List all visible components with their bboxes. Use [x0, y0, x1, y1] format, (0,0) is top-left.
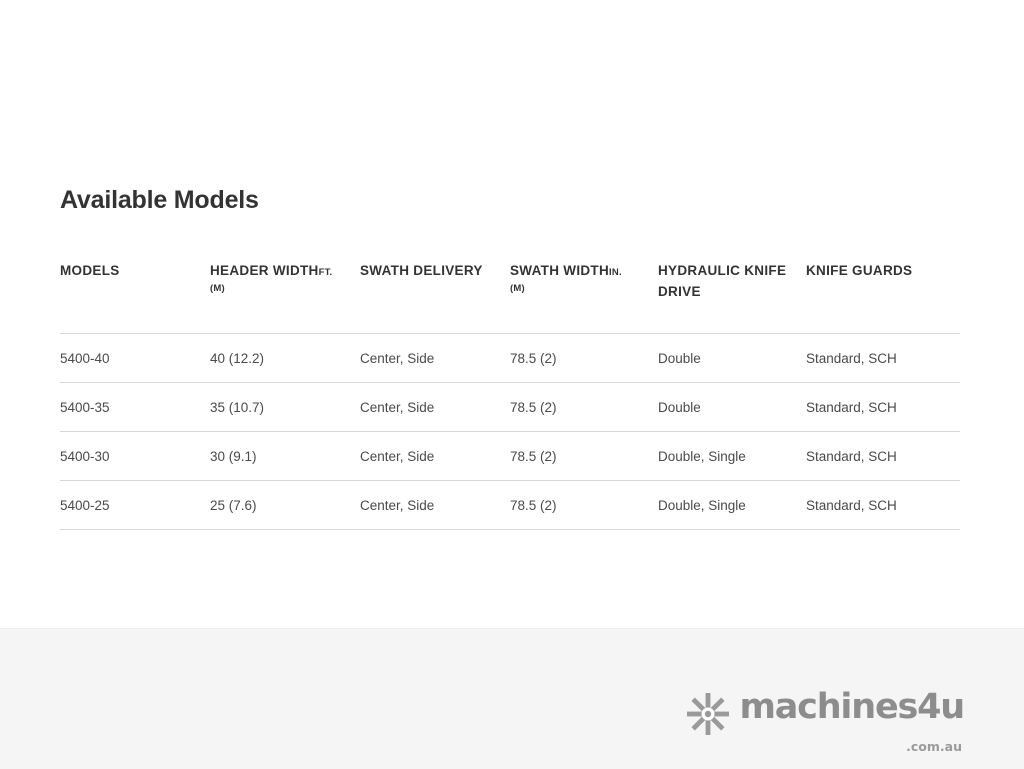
logo-wordmark: machines4u [739, 686, 964, 727]
logo-domain-suffix: .com.au [906, 738, 962, 754]
column-header-knife-guards [806, 261, 960, 333]
cell-swath-delivery: Center, Side [360, 431, 510, 480]
cell-knife-guards: Standard, SCH [806, 480, 960, 529]
cell-swath-width: 78.5 (2) [510, 382, 658, 431]
cell-knife-guards: Standard, SCH [806, 333, 960, 382]
page-title: Available Models [60, 186, 259, 214]
cell-swath-delivery: Center, Side [360, 480, 510, 529]
column-header-unit: IN. [609, 267, 622, 278]
cell-swath-width: 78.5 (2) [510, 333, 658, 382]
cell-hydraulic-knife-drive: Double [658, 333, 806, 382]
cell-hydraulic-knife-drive: Double, Single [658, 431, 806, 480]
table-row [60, 431, 960, 480]
logo-wordmark-wrap [739, 686, 964, 754]
cell-hydraulic-knife-drive: Double [658, 382, 806, 431]
column-header-swath-delivery [360, 261, 510, 333]
models-spec-table [60, 261, 960, 530]
cell-swath-delivery: Center, Side [360, 382, 510, 431]
table-header-row [60, 261, 960, 333]
column-header-header-width [210, 261, 360, 333]
column-header-swath-width [510, 261, 658, 333]
cell-model: 5400-25 [60, 480, 210, 529]
cell-header-width: 25 (7.6) [210, 480, 360, 529]
cell-swath-width: 78.5 (2) [510, 480, 658, 529]
table-row [60, 382, 960, 431]
column-header-hydraulic-knife-drive [658, 261, 806, 333]
site-logo[interactable] [685, 686, 964, 754]
table-body [60, 333, 960, 529]
column-header-unit-line: (M) [510, 282, 525, 294]
cell-header-width: 40 (12.2) [210, 333, 360, 382]
column-header-models [60, 261, 210, 333]
column-header-label: HYDRAULIC KNIFE DRIVE [658, 263, 787, 299]
column-header-label: MODELS [60, 263, 120, 278]
column-header-label: SWATH WIDTH [510, 263, 610, 278]
cell-swath-delivery: Center, Side [360, 333, 510, 382]
column-header-unit: FT. [318, 267, 333, 278]
table-row [60, 333, 960, 382]
column-header-label: SWATH DELIVERY [360, 263, 483, 278]
column-header-label: HEADER WIDTH [210, 263, 319, 278]
cell-swath-width: 78.5 (2) [510, 431, 658, 480]
cell-hydraulic-knife-drive: Double, Single [658, 480, 806, 529]
cell-header-width: 35 (10.7) [210, 382, 360, 431]
column-header-label: KNIFE GUARDS [806, 263, 913, 278]
available-models-section [60, 186, 960, 530]
cell-model: 5400-40 [60, 333, 210, 382]
asterisk-star-icon [685, 691, 731, 737]
column-header-unit-line: (M) [210, 282, 225, 294]
table-header [60, 261, 960, 333]
cell-knife-guards: Standard, SCH [806, 431, 960, 480]
cell-model: 5400-30 [60, 431, 210, 480]
table-row [60, 480, 960, 529]
cell-header-width: 30 (9.1) [210, 431, 360, 480]
cell-model: 5400-35 [60, 382, 210, 431]
cell-knife-guards: Standard, SCH [806, 382, 960, 431]
